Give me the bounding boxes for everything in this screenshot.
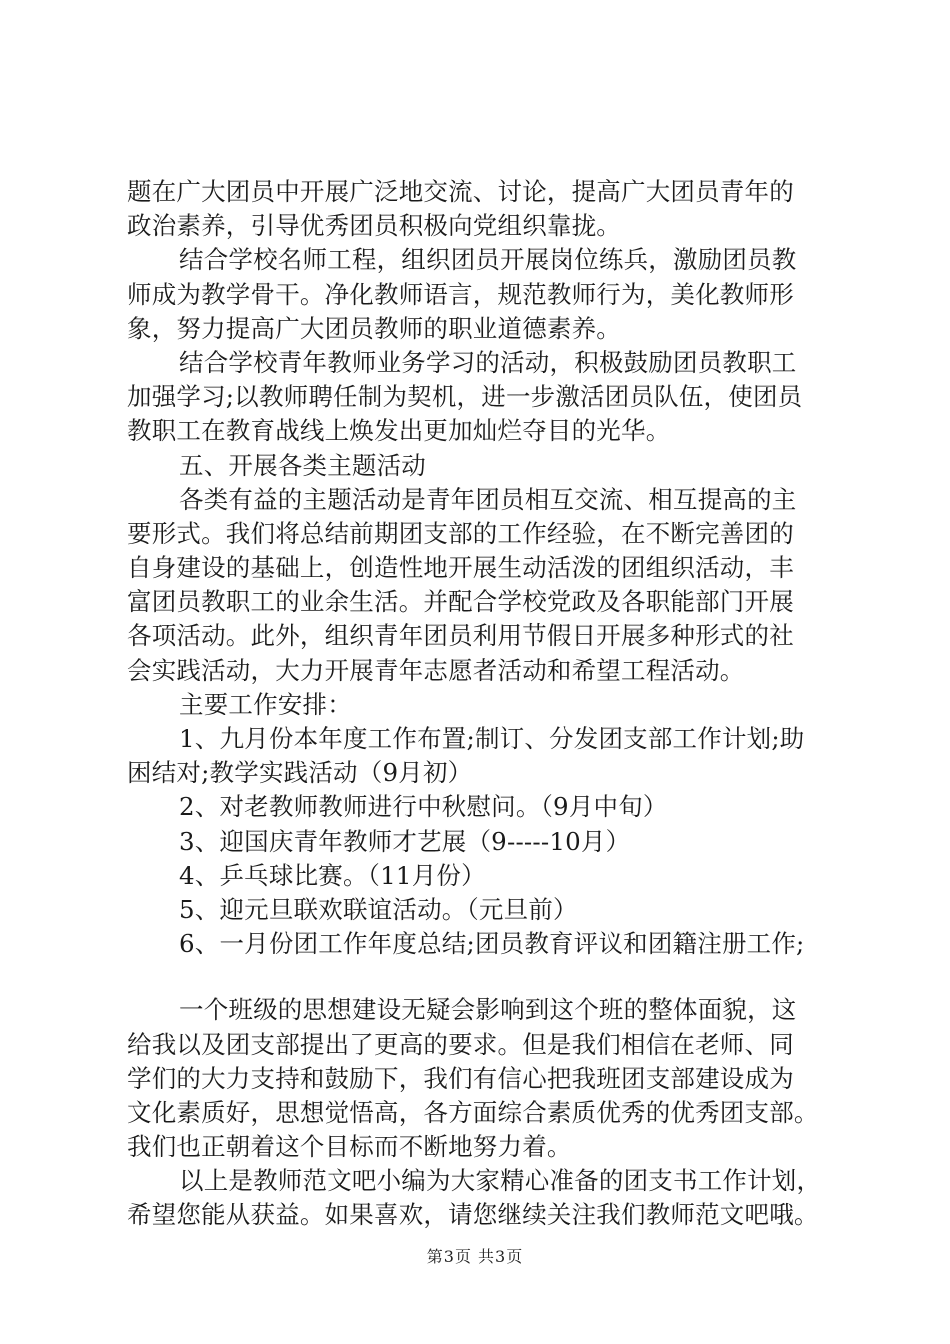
text-line: 自身建设的基础上，创造性地开展生动活泼的团组织活动，丰 (127, 553, 794, 583)
text-line: 师成为教学骨干。净化教师语言，规范教师行为，美化教师形 (127, 279, 794, 309)
text-line: 4、乒乓球比赛。（11月份） (179, 860, 486, 890)
text-line: 希望您能从获益。如果喜欢，请您继续关注我们教师范文吧哦。 (127, 1200, 819, 1230)
text-line: 各类有益的主题活动是青年团员相互交流、相互提高的主 (179, 484, 797, 514)
text-line: 象，努力提高广大团员教师的职业道德素养。 (127, 313, 621, 343)
text-line: 主要工作安排： (179, 689, 352, 719)
paragraph (127, 927, 862, 961)
text-line: 要形式。我们将总结前期团支部的工作经验，在不断完善团的 (127, 518, 794, 548)
text-line: 加强学习;以教师聘任制为契机，进一步激活团员队伍，使团员 (127, 382, 803, 412)
page-footer: 第3页 共3页 (426, 1247, 524, 1266)
text-line: 给我以及团支部提出了更高的要求。但是我们相信在老师、同 (127, 1029, 794, 1059)
text-line: 学们的大力支持和鼓励下，我们有信心把我班团支部建设成为 (127, 1063, 794, 1093)
text-line: 文化素质好，思想觉悟高，各方面综合素质优秀的优秀团支部。 (127, 1097, 819, 1127)
text-line: 1、九月份本年度工作布置;制订、分发团支部工作计划;助 (179, 724, 805, 753)
paragraph (127, 722, 862, 790)
paragraph (127, 825, 862, 859)
text-line: 富团员教职工的业余生活。并配合学校党政及各职能部门开展 (127, 587, 794, 617)
paragraph (127, 449, 862, 483)
paragraph (127, 859, 862, 893)
text-line: 政治素养，引导优秀团员积极向党组织靠拢。 (127, 211, 621, 241)
text-line: 2、对老教师教师进行中秋慰问。（9月中旬） (179, 792, 668, 822)
paragraph-gap (127, 961, 862, 993)
paragraph (127, 483, 862, 688)
text-line: 各项活动。此外，组织青年团员利用节假日开展多种形式的社 (127, 621, 794, 651)
text-line: 6、一月份团工作年度总结;团员教育评议和团籍注册工作; (179, 929, 805, 959)
paragraph (127, 1164, 862, 1232)
paragraph (127, 243, 862, 346)
paragraph (127, 893, 862, 927)
document-body (127, 175, 862, 1233)
text-line: 结合学校青年教师业务学习的活动，积极鼓励团员教职工 (179, 347, 797, 377)
paragraph (127, 790, 862, 824)
text-line: 题在广大团员中开展广泛地交流、讨论，提高广大团员青年的 (127, 177, 794, 206)
text-line: 结合学校名师工程，组织团员开展岗位练兵，激励团员教 (179, 245, 797, 275)
text-line: 会实践活动，大力开展青年志愿者活动和希望工程活动。 (127, 655, 745, 685)
text-line: 3、迎国庆青年教师才艺展（9-----10月） (179, 826, 631, 856)
text-line: 我们也正朝着这个目标而不断地努力着。 (127, 1132, 572, 1162)
paragraph (127, 346, 862, 449)
paragraph (127, 688, 862, 722)
text-line: 五、开展各类主题活动 (179, 450, 426, 480)
paragraph (127, 175, 862, 243)
text-line: 教职工在教育战线上焕发出更加灿烂夺目的光华。 (127, 416, 671, 446)
text-line: 一个班级的思想建设无疑会影响到这个班的整体面貌，这 (179, 995, 797, 1025)
text-line: 以上是教师范文吧小编为大家精心准备的团支书工作计划， (179, 1166, 822, 1196)
text-line: 困结对;教学实践活动（9月初） (127, 758, 473, 788)
paragraph (127, 993, 862, 1164)
text-line: 5、迎元旦联欢联谊活动。（元旦前） (179, 894, 578, 924)
